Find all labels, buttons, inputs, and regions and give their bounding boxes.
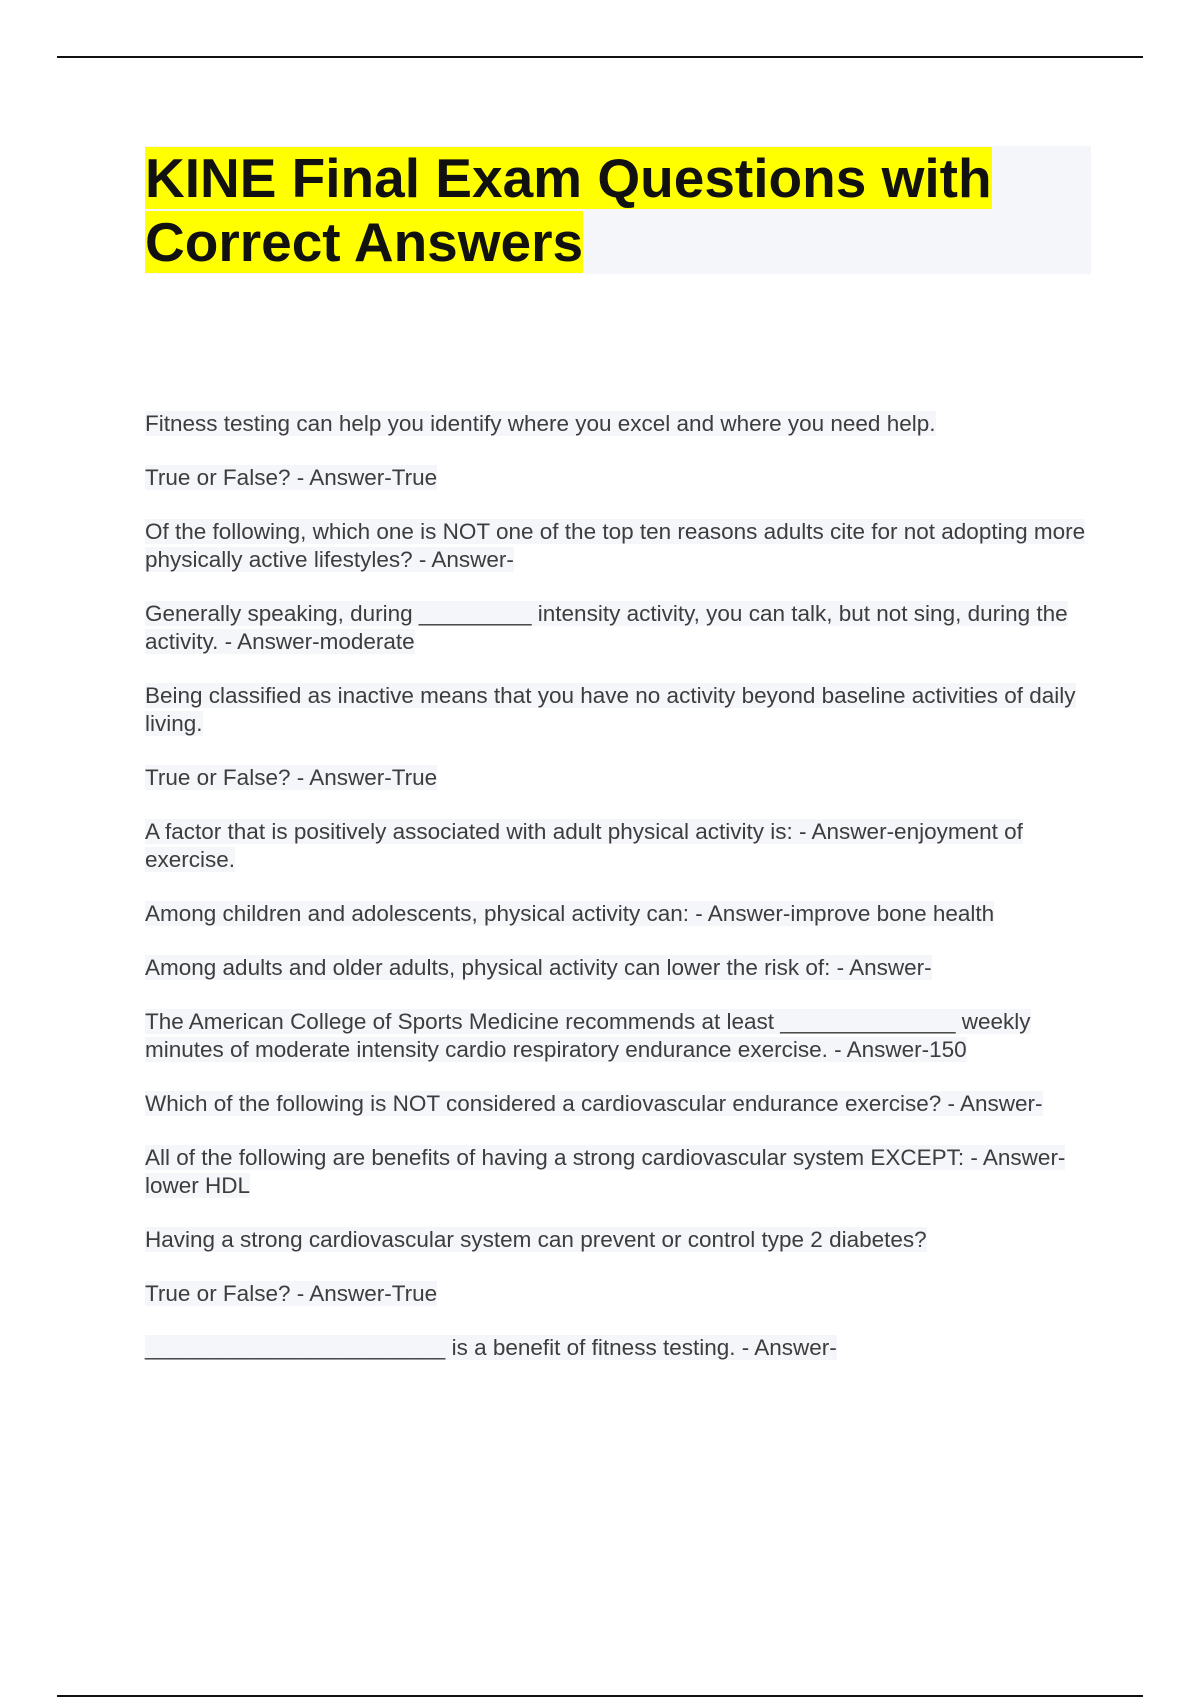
paragraph-text: All of the following are benefits of having a strong cardiovascular system EXCEPT: - Answer-lower HDL — [145, 1145, 1066, 1198]
paragraph-text: Among children and adolescents, physical activity can: - Answer-improve bone health — [145, 901, 995, 926]
answer-paragraph — [145, 464, 1091, 492]
paragraph-text: Generally speaking, during _________ intensity activity, you can talk, but not sing, during the activity. - Answer-moderate — [145, 601, 1068, 654]
document-title — [145, 146, 1091, 274]
bottom-rule — [57, 1695, 1143, 1697]
paragraph-text: Among adults and older adults, physical activity can lower the risk of: - Answer- — [145, 955, 932, 980]
question-paragraph — [145, 818, 1091, 874]
question-paragraph — [145, 410, 1091, 438]
question-paragraph — [145, 682, 1091, 738]
answer-paragraph — [145, 764, 1091, 792]
question-paragraph — [145, 600, 1091, 656]
question-paragraph — [145, 954, 1091, 982]
title-highlight: KINE Final Exam Questions with Correct Answers — [145, 147, 992, 273]
question-paragraph — [145, 1334, 1091, 1362]
paragraph-text: Fitness testing can help you identify where you excel and where you need help. — [145, 411, 936, 436]
title-block — [145, 146, 1091, 274]
question-paragraph — [145, 1090, 1091, 1118]
paragraph-text: True or False? - Answer-True — [145, 1281, 438, 1306]
paragraph-text: Which of the following is NOT considered a cardiovascular endurance exercise? - Answer- — [145, 1091, 1043, 1116]
question-paragraph — [145, 518, 1091, 574]
paragraph-text: True or False? - Answer-True — [145, 465, 438, 490]
top-rule — [57, 56, 1143, 58]
document-body — [145, 410, 1091, 1388]
paragraph-text: Being classified as inactive means that you have no activity beyond baseline activities of daily living. — [145, 683, 1076, 736]
question-paragraph — [145, 1008, 1091, 1064]
paragraph-text: Of the following, which one is NOT one of the top ten reasons adults cite for not adopting more physically active lifestyles? - Answer- — [145, 519, 1086, 572]
question-paragraph — [145, 1144, 1091, 1200]
paragraph-text: True or False? - Answer-True — [145, 765, 438, 790]
paragraph-text: ________________________ is a benefit of fitness testing. - Answer- — [145, 1335, 837, 1360]
paragraph-text: Having a strong cardiovascular system can prevent or control type 2 diabetes? — [145, 1227, 927, 1252]
question-paragraph — [145, 900, 1091, 928]
question-paragraph — [145, 1226, 1091, 1254]
paragraph-text: The American College of Sports Medicine recommends at least ______________ weekly minutes of moderate intensity cardio respiratory endurance exercise. - Answer-150 — [145, 1009, 1031, 1062]
answer-paragraph — [145, 1280, 1091, 1308]
paragraph-text: A factor that is positively associated with adult physical activity is: - Answer-enjoyment of exercise. — [145, 819, 1023, 872]
